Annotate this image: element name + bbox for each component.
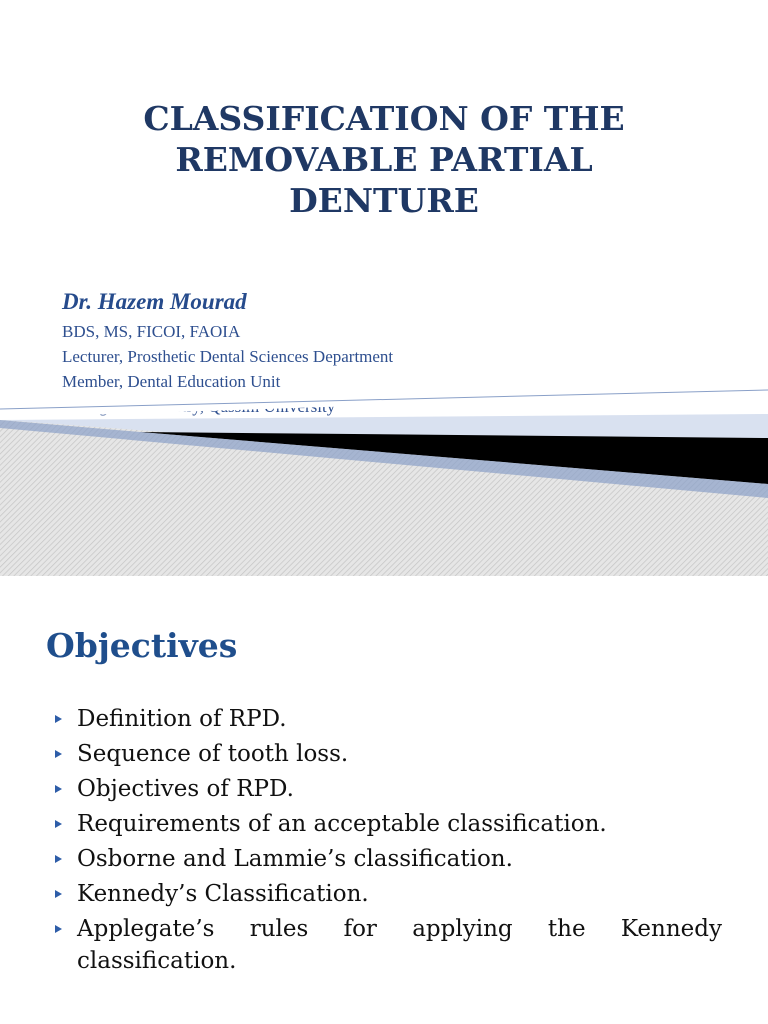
- credential-line: Member, Dental Education Unit: [62, 372, 281, 391]
- arrow-bullet-icon: [55, 855, 62, 863]
- list-item-text: Sequence of tooth loss.: [77, 741, 349, 767]
- arrow-bullet-icon: [55, 890, 62, 898]
- objectives-heading: Objectives: [46, 626, 238, 665]
- list-item-text: Definition of RPD.: [77, 706, 287, 732]
- list-item: [55, 913, 722, 977]
- decorative-band: [0, 380, 768, 576]
- list-item: [55, 703, 722, 735]
- author-name: Dr. Hazem Mourad: [62, 289, 247, 314]
- title-line: DENTURE: [289, 181, 479, 220]
- list-item: [55, 878, 722, 910]
- list-item-text: Osborne and Lammie’s classification.: [77, 846, 513, 872]
- arrow-bullet-icon: [55, 925, 62, 933]
- credential-line: Lecturer, Prosthetic Dental Sciences Department: [62, 347, 394, 366]
- arrow-bullet-icon: [55, 820, 62, 828]
- list-item-text: Objectives of RPD.: [77, 776, 294, 802]
- list-item: [55, 808, 722, 840]
- arrow-bullet-icon: [55, 785, 62, 793]
- list-item-text: Requirements of an acceptable classification.: [77, 811, 607, 837]
- credential-line: BDS, MS, FICOI, FAOIA: [62, 322, 241, 341]
- title-line: CLASSIFICATION OF THE: [143, 99, 625, 138]
- slide-title: [60, 98, 708, 221]
- arrow-bullet-icon: [55, 750, 62, 758]
- list-item: [55, 773, 722, 805]
- title-line: REMOVABLE PARTIAL: [175, 140, 593, 179]
- objectives-list: [55, 703, 722, 980]
- list-item: [55, 843, 722, 875]
- list-item: [55, 738, 722, 770]
- list-item-text: Applegate’s rules for applying the Kennedy classification.: [77, 916, 722, 974]
- arrow-bullet-icon: [55, 715, 62, 723]
- list-item-text: Kennedy’s Classification.: [77, 881, 369, 907]
